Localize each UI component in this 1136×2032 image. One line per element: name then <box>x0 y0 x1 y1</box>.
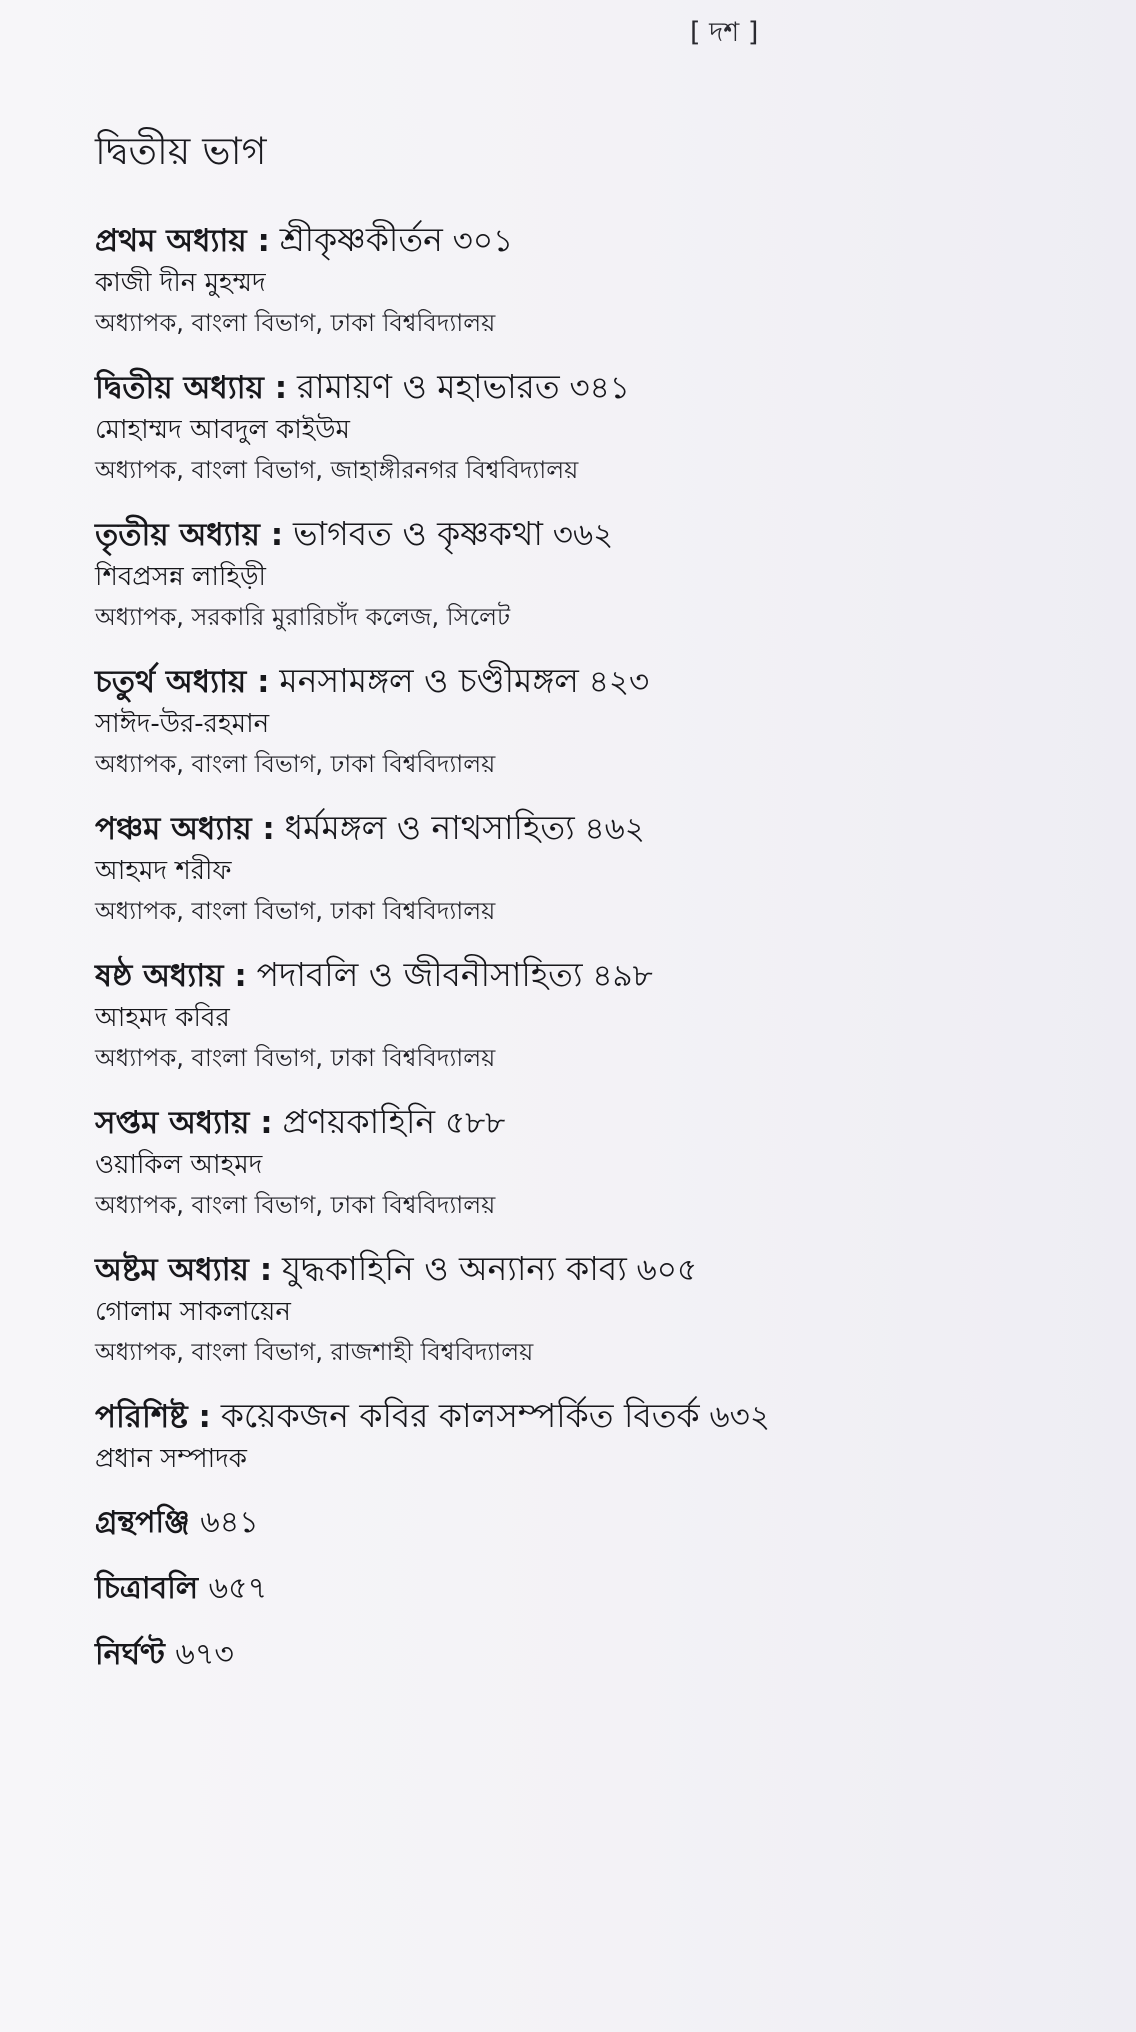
chapter-author: আহমদ শরীফ <box>95 856 232 886</box>
chapter-author: গোলাম সাকলায়েন <box>95 1297 291 1327</box>
illustrations-entry <box>95 1567 1025 1611</box>
chapter-author: ওয়াকিল আহমদ <box>95 1150 263 1180</box>
page-number-header: [ দশ ] <box>690 17 759 48</box>
toc-entry <box>95 953 1025 1078</box>
chapter-page: ৩৬২ <box>552 517 614 553</box>
chapter-author: শিবপ্রসন্ন লাহিড়ী <box>95 562 266 592</box>
chapter-title: ভাগবত ও কৃষ্ণকথা <box>292 514 543 553</box>
toc-entry <box>95 659 1025 784</box>
appendix-title: কয়েকজন কবির কালসম্পর্কিত বিতর্ক <box>220 1396 700 1435</box>
chapter-title: পদাবলি ও জীবনীসাহিত্য <box>256 955 583 994</box>
back-matter-label: নির্ঘণ্ট <box>95 1637 165 1672</box>
chapter-heading <box>95 1247 1025 1292</box>
toc-entry <box>95 512 1025 637</box>
chapter-title: রামায়ণ ও মহাভারত <box>297 367 560 406</box>
appendix-label: পরিশিষ্ট : <box>95 1399 211 1435</box>
chapter-author: সাঈদ-উর-রহমান <box>95 709 270 739</box>
chapter-label: পঞ্চম অধ্যায় : <box>95 811 275 847</box>
chapter-author: আহমদ কবির <box>95 1003 230 1033</box>
table-of-contents <box>95 218 1025 1699</box>
chapter-page: ৩০১ <box>452 223 514 259</box>
chapter-heading <box>95 365 1025 410</box>
appendix-entry <box>95 1394 1025 1479</box>
author-affiliation: অধ্যাপক, বাংলা বিভাগ, ঢাকা বিশ্ববিদ্যালয় <box>95 1044 496 1072</box>
appendix-page: ৬৩২ <box>709 1399 770 1435</box>
chapter-title: শ্রীকৃষ্ণকীর্তন <box>279 220 443 259</box>
index-entry <box>95 1633 1025 1677</box>
chapter-title: মনসামঙ্গল ও চণ্ডীমঙ্গল <box>279 661 579 700</box>
chapter-page: ৪৯৮ <box>592 958 653 994</box>
chapter-author: মোহাম্মদ আবদুল কাইউম <box>95 415 350 445</box>
chapter-heading <box>95 806 1025 851</box>
back-matter-page: ৬৫৭ <box>208 1571 268 1606</box>
author-affiliation: অধ্যাপক, বাংলা বিভাগ, ঢাকা বিশ্ববিদ্যালয় <box>95 750 496 778</box>
toc-entry <box>95 1100 1025 1225</box>
back-matter-label: গ্রন্থপঞ্জি <box>95 1505 190 1540</box>
toc-entry <box>95 1247 1025 1372</box>
chapter-label: দ্বিতীয় অধ্যায় : <box>95 370 288 406</box>
chapter-heading <box>95 512 1025 557</box>
chapter-author: কাজী দীন মুহম্মদ <box>95 268 266 298</box>
toc-entry <box>95 365 1025 490</box>
chapter-page: ৩৪১ <box>569 370 630 406</box>
author-affiliation: অধ্যাপক, বাংলা বিভাগ, ঢাকা বিশ্ববিদ্যালয় <box>95 897 496 925</box>
appendix-heading <box>95 1394 1025 1439</box>
chapter-title: প্রণয়কাহিনি <box>282 1102 436 1141</box>
chapter-label: সপ্তম অধ্যায় : <box>95 1105 273 1141</box>
toc-entry <box>95 806 1025 931</box>
author-affiliation: অধ্যাপক, বাংলা বিভাগ, ঢাকা বিশ্ববিদ্যালয় <box>95 1191 496 1219</box>
chapter-label: চতুর্থ অধ্যায় : <box>95 664 270 700</box>
back-matter-label: চিত্রাবলি <box>95 1571 199 1606</box>
author-affiliation: অধ্যাপক, বাংলা বিভাগ, ঢাকা বিশ্ববিদ্যালয় <box>95 309 496 337</box>
chapter-page: ৫৮৮ <box>444 1105 506 1141</box>
appendix-author: প্রধান সম্পাদক <box>95 1444 247 1474</box>
chapter-page: ৪৬২ <box>584 811 645 847</box>
chapter-title: যুদ্ধকাহিনি ও অন্যান্য কাব্য <box>281 1249 627 1288</box>
chapter-title: ধর্মমঙ্গল ও নাথসাহিত্য <box>284 808 575 847</box>
chapter-heading <box>95 218 1025 263</box>
chapter-page: ৬০৫ <box>636 1252 698 1288</box>
chapter-label: তৃতীয় অধ্যায় : <box>95 517 284 553</box>
chapter-label: প্রথম অধ্যায় : <box>95 223 270 259</box>
toc-entry <box>95 218 1025 343</box>
author-affiliation: অধ্যাপক, বাংলা বিভাগ, জাহাঙ্গীরনগর বিশ্ববিদ্যালয় <box>95 456 579 484</box>
author-affiliation: অধ্যাপক, সরকারি মুরারিচাঁদ কলেজ, সিলেট <box>95 603 511 631</box>
back-matter-page: ৬৭৩ <box>175 1637 234 1672</box>
chapter-page: ৪২৩ <box>588 664 650 700</box>
bibliography-entry <box>95 1501 1025 1545</box>
chapter-heading <box>95 1100 1025 1145</box>
chapter-heading <box>95 953 1025 998</box>
part-title: দ্বিতীয় ভাগ <box>95 129 267 173</box>
chapter-label: অষ্টম অধ্যায় : <box>95 1252 273 1288</box>
chapter-heading <box>95 659 1025 704</box>
back-matter-page: ৬৪১ <box>200 1505 259 1540</box>
author-affiliation: অধ্যাপক, বাংলা বিভাগ, রাজশাহী বিশ্ববিদ্যালয় <box>95 1338 534 1366</box>
chapter-label: ষষ্ঠ অধ্যায় : <box>95 958 247 994</box>
